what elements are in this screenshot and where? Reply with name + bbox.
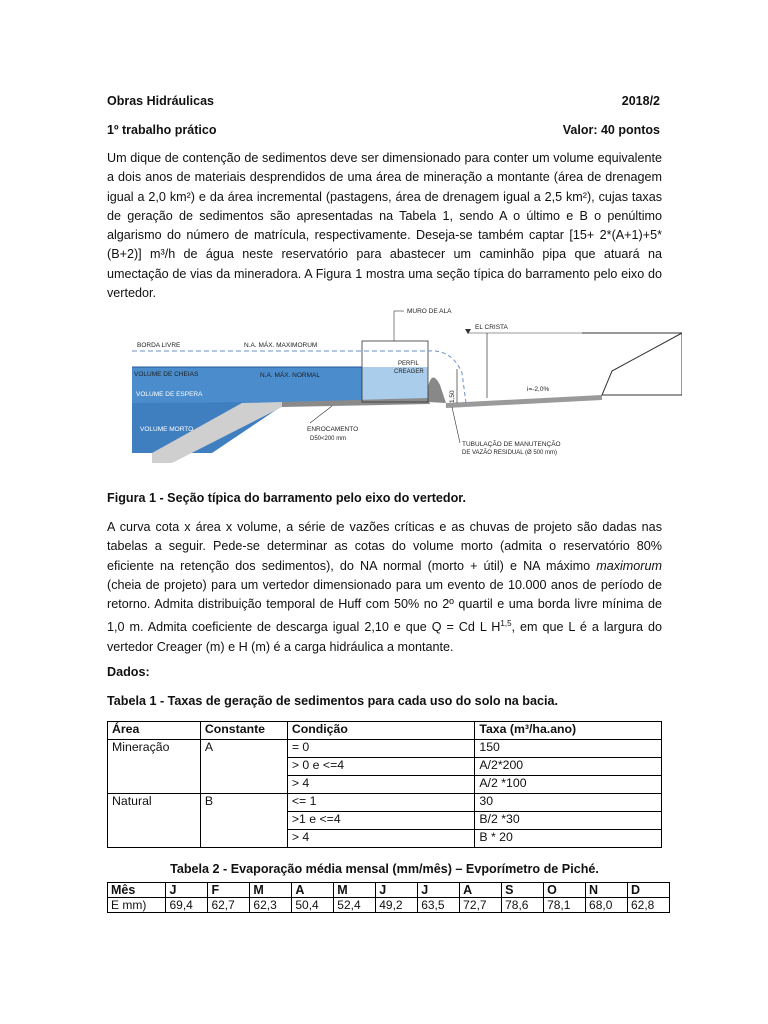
table-header-cell: Condição <box>287 722 475 740</box>
taxa-cell: 150 <box>475 740 662 758</box>
creager-profile <box>428 377 446 403</box>
assignment-title: 1º trabalho prático <box>107 123 217 137</box>
dam-section-figure <box>132 303 682 473</box>
table1-title: Tabela 1 - Taxas de geração de sedimentos para cada uso do solo na bacia. <box>107 694 558 708</box>
table-header-cell: Área <box>108 722 201 740</box>
label-tubulacao-2: DE VAZÃO RESIDUAL (Ø 500 mm) <box>462 450 558 456</box>
table-header-cell: F <box>208 883 250 898</box>
label-height: 1,50 <box>449 390 456 403</box>
constante-cell: B <box>200 794 287 848</box>
table-header-cell: J <box>376 883 418 898</box>
label-borda-livre: BORDA LIVRE <box>137 342 181 349</box>
table-header-cell: O <box>544 883 586 898</box>
taxa-cell: B * 20 <box>475 830 662 848</box>
taxa-cell: 30 <box>475 794 662 812</box>
condicao-cell: = 0 <box>287 740 475 758</box>
area-cell: Natural <box>108 794 201 848</box>
problem-text-2: (cheia de projeto) para um vertedor dimensionado para um evento de 10.000 anos de período de retorno. Admita distribuição temporal de Huff com 50% no 2º quartil e uma borda livre mínima de 1,0 m. Admita coeficiente de descarga igual 2,10 e que Q = Cd L H <box>107 577 662 635</box>
value-cell: 62,8 <box>627 898 669 913</box>
header-row-1 <box>107 94 660 108</box>
course-title: Obras Hidráulicas <box>107 94 214 108</box>
problem-italic: maximorum <box>596 558 662 573</box>
evaporation-table <box>107 882 670 913</box>
table-header-cell: S <box>502 883 544 898</box>
condicao-cell: > 4 <box>287 830 475 848</box>
header-row-2 <box>107 123 660 137</box>
spillway-channel <box>446 395 602 408</box>
sediment-rate-table <box>107 721 662 848</box>
label-na-max-maximorum: N.A. MÁX. MAXIMORUM <box>244 342 318 349</box>
label-volume-morto: VOLUME MORTO <box>140 426 194 433</box>
table2-title: Tabela 2 - Evaporação média mensal (mm/mês) – Evporímetro de Piché. <box>170 862 599 876</box>
value-cell: 72,7 <box>460 898 502 913</box>
condicao-cell: > 4 <box>287 776 475 794</box>
taxa-cell: A/2*200 <box>475 758 662 776</box>
value-cell: 62,3 <box>250 898 292 913</box>
label-creager: CREAGER <box>394 369 424 375</box>
problem-text-3: , em que L é a largura do vertedor Creager (m) e H (m) é a carga hidráulica a montante. <box>107 620 662 654</box>
label-d50: D50<200 mm <box>310 436 347 442</box>
table-header-row <box>108 722 662 740</box>
table-header-row <box>108 883 670 898</box>
label-el-crista: EL CRISTA <box>475 324 508 331</box>
table-header-cell: J <box>418 883 460 898</box>
table-header-cell: A <box>292 883 334 898</box>
label-enrocamento: ENROCAMENTO <box>307 426 359 433</box>
table-row <box>108 898 670 913</box>
table-header-cell: J <box>166 883 208 898</box>
table-row <box>108 740 662 758</box>
table-header-cell: Mês <box>108 883 166 898</box>
table-header-cell: D <box>627 883 669 898</box>
table-header-cell: Taxa (m³/ha.ano) <box>475 722 662 740</box>
table-header-cell: M <box>250 883 292 898</box>
term-label: 2018/2 <box>621 94 660 108</box>
figure-caption: Figura 1 - Seção típica do barramento pelo eixo do vertedor. <box>107 491 467 505</box>
value-cell: 68,0 <box>586 898 628 913</box>
table-header-cell: Constante <box>200 722 287 740</box>
value-cell: 50,4 <box>292 898 334 913</box>
condicao-cell: > 0 e <=4 <box>287 758 475 776</box>
value-cell: 52,4 <box>334 898 376 913</box>
label-perfil: PERFIL <box>398 361 420 367</box>
taxa-cell: B/2 *30 <box>475 812 662 830</box>
downstream-embankment <box>602 333 682 395</box>
table-row <box>108 794 662 812</box>
problem-text-1: A curva cota x área x volume, a série de vazões críticas e as chuvas de projeto são dadas nas tabelas a seguir. Pede-se determinar as cotas do volume morto (admita o reservatório 80% eficiente na retenção dos sedimentos), do NA normal (morto + útil) e NA máximo <box>107 520 662 573</box>
leader-tubulacao <box>452 407 460 443</box>
value-cell: 62,7 <box>208 898 250 913</box>
label-na-max-normal: N.A. MÁX. NORMAL <box>260 372 320 379</box>
label-tubulacao-1: TUBULAÇÃO DE MANUTENÇÃO <box>462 441 561 448</box>
problem-paragraph <box>107 518 662 657</box>
value-label: Valor: 40 pontos <box>562 123 660 137</box>
condicao-cell: <= 1 <box>287 794 475 812</box>
leader-enroc <box>310 406 332 423</box>
row-label-cell: E mm) <box>108 898 166 913</box>
value-cell: 78,6 <box>502 898 544 913</box>
label-volume-de-espera: VOLUME DE ESPERA <box>136 391 203 398</box>
condicao-cell: >1 e <=4 <box>287 812 475 830</box>
dados-label: Dados: <box>107 665 150 679</box>
table-header-cell: A <box>460 883 502 898</box>
value-cell: 69,4 <box>166 898 208 913</box>
taxa-cell: A/2 *100 <box>475 776 662 794</box>
value-cell: 49,2 <box>376 898 418 913</box>
intro-paragraph: Um dique de contenção de sedimentos deve ser dimensionado para conter um volume equivalente a dois anos de materiais desprendidos de uma área de mineração a montante (área de drenagem igual a 2,0 km²) e da área incremental (pastagens, área de drenagem igual a 2,5 km²), cujas taxas de geração de sedimentos são apresentadas na Tabela 1, sendo A o último e B o penúltimo algarismo do número de matrícula, respectivamente. Deseja-se também captar [15+ 2*(A+1)+5*(B+2)] m³/h de água neste reservatório para abastecer um caminhão pipa que atuará na umectação de vias da mineradora. A Figura 1 mostra uma seção típica do barramento pelo eixo do vertedor. <box>107 151 662 301</box>
value-cell: 63,5 <box>418 898 460 913</box>
problem-exponent: 1,5 <box>500 619 512 629</box>
table-header-cell: M <box>334 883 376 898</box>
label-volume-de-cheias: VOLUME DE CHEIAS <box>134 371 199 378</box>
area-cell: Mineração <box>108 740 201 794</box>
label-slope: i=-2,0% <box>527 386 550 393</box>
value-cell: 78,1 <box>544 898 586 913</box>
label-muro-de-ala: MURO DE ALA <box>407 308 452 315</box>
constante-cell: A <box>200 740 287 794</box>
table-header-cell: N <box>586 883 628 898</box>
